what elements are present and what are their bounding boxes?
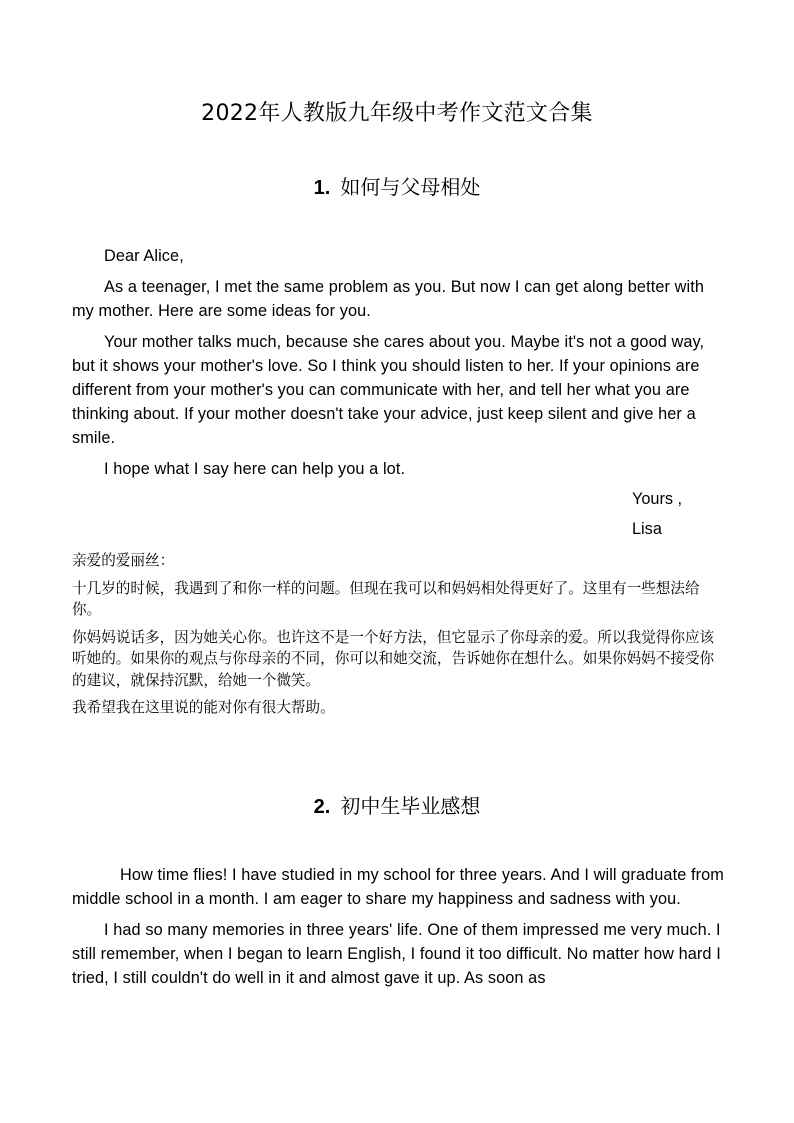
letter-paragraph-1: As a teenager, I met the same problem as you. But now I can get along better with my mother. Here are some ideas for you. bbox=[72, 278, 704, 320]
section-1-heading bbox=[0, 173, 794, 202]
section-1-letter bbox=[72, 244, 724, 488]
section-2-title: 初中生毕业感想 bbox=[340, 794, 481, 818]
letter-paragraph-3: I hope what I say here can help you a lot. bbox=[104, 460, 406, 478]
essay-paragraph-2: I had so many memories in three years' life. One of them impressed me very much. I still remember, when I began to learn English, I found it too difficult. No matter how hard I tried, I still couldn't do well in it and almost gave it up. As soon as bbox=[72, 921, 721, 987]
section-2-number: 2. bbox=[313, 796, 331, 818]
essay-paragraph-1: How time flies! I have studied in my school for three years. And I will graduate from middle school in a month. I am eager to share my happiness and sadness with you. bbox=[72, 866, 724, 908]
translation-salutation: 亲爱的爱丽丝： bbox=[72, 552, 175, 569]
section-1-number: 1. bbox=[313, 177, 331, 199]
letter-salutation: Dear Alice, bbox=[104, 247, 184, 265]
letter-closing: Yours , bbox=[632, 490, 683, 508]
translation-paragraph-2: 你妈妈说话多，因为她关心你。也许这不是一个好方法，但它显示了你母亲的爱。所以我觉得你应该听她的。如果你的观点与你母亲的不同，你可以和她交流，告诉她你在想什么。如果你妈妈不接受你的建议，就保持沉默，给她一个微笑。 bbox=[72, 628, 715, 689]
letter-paragraph-2: Your mother talks much, because she cares about you. Maybe it's not a good way, but it shows your mother's love. So I think you should listen to her. If your opinions are different from your mother's you can communicate with her, and tell her what you are thinking about. If your mother doesn't take your advice, just keep silent and give her a smile. bbox=[72, 333, 705, 447]
translation-paragraph-1: 十几岁的时候，我遇到了和你一样的问题。但现在我可以和妈妈相处得更好了。这里有一些想法给你。 bbox=[72, 579, 700, 618]
section-1-translation bbox=[72, 550, 724, 725]
document-title: 2022年人教版九年级中考作文范文合集 bbox=[201, 101, 593, 126]
letter-signature: Lisa bbox=[632, 520, 662, 538]
section-1-title: 如何与父母相处 bbox=[340, 175, 481, 199]
section-2-essay bbox=[72, 863, 724, 997]
translation-paragraph-3: 我希望我在这里说的能对你有很大帮助。 bbox=[72, 699, 335, 716]
section-2-heading bbox=[0, 792, 794, 821]
